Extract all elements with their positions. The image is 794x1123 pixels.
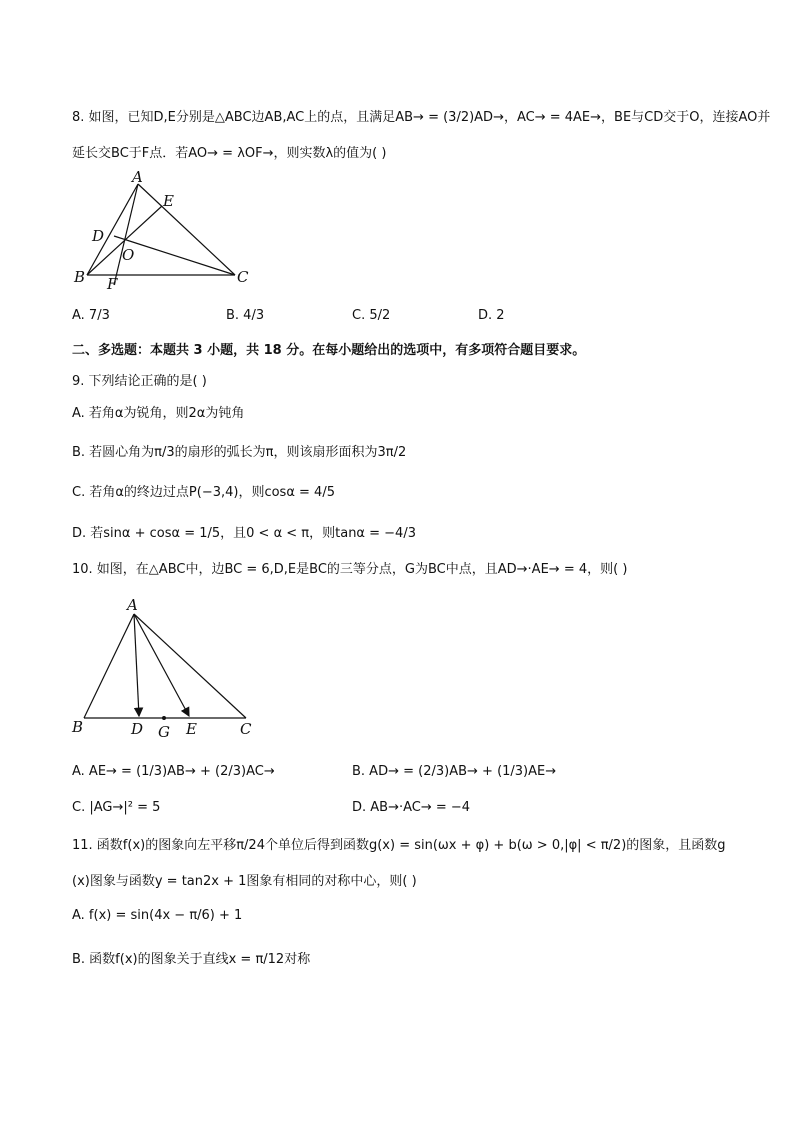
q10-option-c: C. |AG→|² = 5 — [72, 800, 161, 815]
q11-stem-line2: (x)图象与函数y = tan2x + 1图象有相同的对称中心，则( ) — [72, 874, 417, 889]
q9-option-c: C. 若角α的终边过点P(−3,4)，则cosα = 4/5 — [72, 485, 335, 500]
label-A: A — [127, 596, 138, 614]
q9-option-d: D. 若sinα + cosα = 1/5，且0 < α < π，则tanα = −4/3 — [72, 526, 416, 541]
label-E: E — [163, 192, 174, 210]
vector-AD — [134, 614, 139, 716]
q10-stem: 10. 如图，在△ABC中，边BC = 6,D,E是BC的三等分点，G为BC中点，且AD→·AE→ = 4，则( ) — [72, 562, 628, 577]
label-B: B — [74, 268, 86, 286]
q8-option-c: C. 5/2 — [352, 308, 391, 323]
label-E: E — [186, 720, 197, 738]
label-F: F — [107, 275, 118, 293]
section-heading: 二、多选题：本题共 3 小题，共 18 分。在每小题给出的选项中，有多项符合题目要求。 — [72, 343, 586, 358]
label-G: G — [158, 723, 170, 741]
q11-option-a: A. f(x) = sin(4x − π/6) + 1 — [72, 908, 243, 923]
label-A: A — [132, 168, 143, 186]
q8-option-b: B. 4/3 — [226, 308, 265, 323]
segment-AF — [114, 184, 138, 285]
side-AC — [134, 614, 246, 718]
label-B: B — [72, 718, 84, 736]
q10-option-a: A. AE→ = (1/3)AB→ + (2/3)AC→ — [72, 764, 275, 779]
vector-AE — [134, 614, 189, 716]
q9-option-b: B. 若圆心角为π/3的扇形的弧长为π，则该扇形面积为3π/2 — [72, 445, 407, 460]
q8-stem-line1: 8. 如图，已知D,E分别是△ABC边AB,AC上的点，且满足AB→ = (3/2)AD→，AC→ = 4AE→，BE与CD交于O，连接AO并 — [72, 110, 771, 125]
side-AB — [84, 614, 134, 718]
label-O: O — [122, 246, 135, 264]
q8-stem-line2: 延长交BC于F点．若AO→ = λOF→，则实数λ的值为( ) — [72, 146, 387, 161]
label-C: C — [237, 268, 249, 286]
point-G — [162, 716, 166, 720]
q9-option-a: A. 若角α为锐角，则2α为钝角 — [72, 406, 245, 421]
q8-triangle-figure — [70, 168, 260, 293]
q10-option-b: B. AD→ = (2/3)AB→ + (1/3)AE→ — [352, 764, 557, 779]
q10-option-d: D. AB→·AC→ = −4 — [352, 800, 471, 815]
q11-option-b: B. 函数f(x)的图象关于直线x = π/12对称 — [72, 952, 311, 967]
q10-triangle-figure — [68, 592, 268, 742]
label-D: D — [131, 720, 144, 738]
q8-option-a: A. 7/3 — [72, 308, 110, 323]
q8-option-d: D. 2 — [478, 308, 505, 323]
q9-stem: 9. 下列结论正确的是( ) — [72, 374, 207, 389]
q11-stem-line1: 11. 函数f(x)的图象向左平移π/24个单位后得到函数g(x) = sin(ωx + φ) + b(ω > 0,|φ| < π/2)的图象，且函数g — [72, 838, 726, 853]
label-C: C — [240, 720, 252, 738]
label-D: D — [92, 227, 105, 245]
side-AC — [138, 184, 235, 275]
